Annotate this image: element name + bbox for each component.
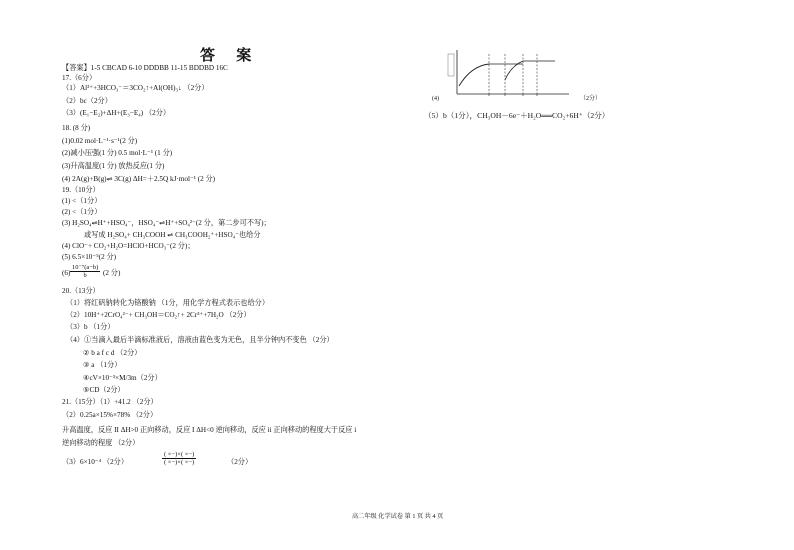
- q19-1: (1) <（1分）: [62, 197, 102, 205]
- q18-3: (3)升高温度(1 分) 放热反应(1 分): [62, 162, 165, 170]
- q19-6-label: (6): [62, 269, 71, 277]
- q20-4-5: ⑤CD（2分）: [83, 386, 125, 394]
- q20-4-3: ③ a （1分）: [83, 361, 122, 369]
- q19-6-fraction: [70, 263, 100, 279]
- curve-segment-1: [459, 64, 489, 86]
- page-footer: 高二年级 化学试卷 第 1 页 共 4 页: [352, 513, 444, 520]
- q21-2-explanation: 升高温度，反应 II ΔH>0 正向移动，反应 I ΔH<0 逆向移动，反应 ii 正向移动的程度大于反应 i: [62, 426, 357, 434]
- sketch-graph-svg: [445, 48, 573, 100]
- q19-6-score: (2 分): [103, 269, 121, 277]
- q18-heading: 18. (8 分): [62, 124, 91, 132]
- q-4-label: (4): [432, 96, 439, 102]
- fraction-numerator: ( ×−)×( ×−): [164, 451, 195, 458]
- q19-heading: 19.（10分）: [62, 186, 100, 194]
- q19-3-alt: 或写成 H₂SO₄+ CH₃COOH ⇌ CH₃COOH₂⁺+HSO₄⁻也给分: [84, 231, 261, 239]
- answer-key-line: 【答案】1-5 CBCAD 6-10 DDDBB 11-15 BDDBD 16C: [62, 64, 228, 72]
- q21-2: （2）0.25a×15%×78% （2分）: [62, 411, 158, 419]
- q20-1: （1）将红矾钠转化为铬酸钠 （1分，用化学方程式表示也给分）: [66, 299, 270, 307]
- q20-2: （2）10H⁺+2CrO₄²⁻+ CH₃OH＝CO₂↑+ 2Cr³⁺+7H₂O （2分）: [66, 311, 251, 319]
- q21-3-fraction: [162, 451, 196, 466]
- q18-4: (4) 2A(g)+B(g)⇌ 3C(g) ΔH=＋2.5Q kJ·mol⁻¹ (2 分): [62, 175, 216, 183]
- chart-score: （2分）: [580, 96, 602, 102]
- q20-3: （3）b （1分）: [66, 323, 115, 331]
- q20-4-2: ② b a f c d （2分）: [83, 349, 142, 357]
- q21-3-score: （2分）: [227, 458, 253, 466]
- q17-heading: 17.（6分）: [62, 74, 97, 82]
- q17-1: （1）Al³⁺+3HCO₃⁻＝3CO₂↑+Al(OH)₃↓ （2分）: [62, 84, 209, 92]
- q18-2: (2)减小压强(1 分) 0.5 mol·L⁻¹ (1 分): [62, 149, 173, 157]
- q21-1: 21.（15分）（1）+41.2 （2分）: [62, 398, 158, 406]
- q18-1: (1)0.02 mol·L⁻¹·s⁻¹(2 分): [62, 137, 138, 145]
- q19-3: (3) H₂SO₄⇌H⁺+HSO₄⁻，HSO₄⁻⇌H⁺+SO₄²⁻(2 分，第二步可不写)；: [62, 219, 271, 227]
- sketch-graph: [445, 48, 573, 100]
- q20-4-1: （4）①当滴入最后半滴标准液后，溶液由蓝色变为无色，且半分钟内不变色 （2分）: [66, 336, 334, 344]
- q-5-line: （5）b（1分），CH₃OH－6e⁻＋H₂O══CO₂+6H⁺（2分）: [424, 111, 610, 120]
- fraction-numerator: 10⁻⁷(a−b): [72, 264, 99, 271]
- q19-4: (4) ClO⁻+ CO₂+H₂O=HClO+HCO₃⁻(2 分)；: [62, 242, 195, 250]
- q19-2: (2) <（1分）: [62, 208, 102, 216]
- fraction-denominator: ( ×−)×( ×−): [164, 459, 195, 466]
- y-axis-label: [448, 54, 454, 76]
- q17-3: （3）(E₁−E₂)+ΔH+(E₃−E₄) （2分）: [62, 109, 171, 117]
- q20-4-4: ④cV×10⁻³×M/3m（2分）: [83, 374, 162, 382]
- fraction-denominator: b: [83, 272, 87, 279]
- q19-5: (5) 6.5×10⁻⁵(2 分): [62, 253, 117, 261]
- q21-2-explanation-cont: 逆向移动的程度 （2分）: [62, 439, 140, 447]
- q21-3: （3）6×10⁻⁴ （2分）: [62, 458, 129, 466]
- page-title: 答 案: [200, 46, 260, 64]
- q20-heading: 20.（13分）: [62, 287, 100, 295]
- q17-2: （2）bc（2分）: [62, 97, 112, 105]
